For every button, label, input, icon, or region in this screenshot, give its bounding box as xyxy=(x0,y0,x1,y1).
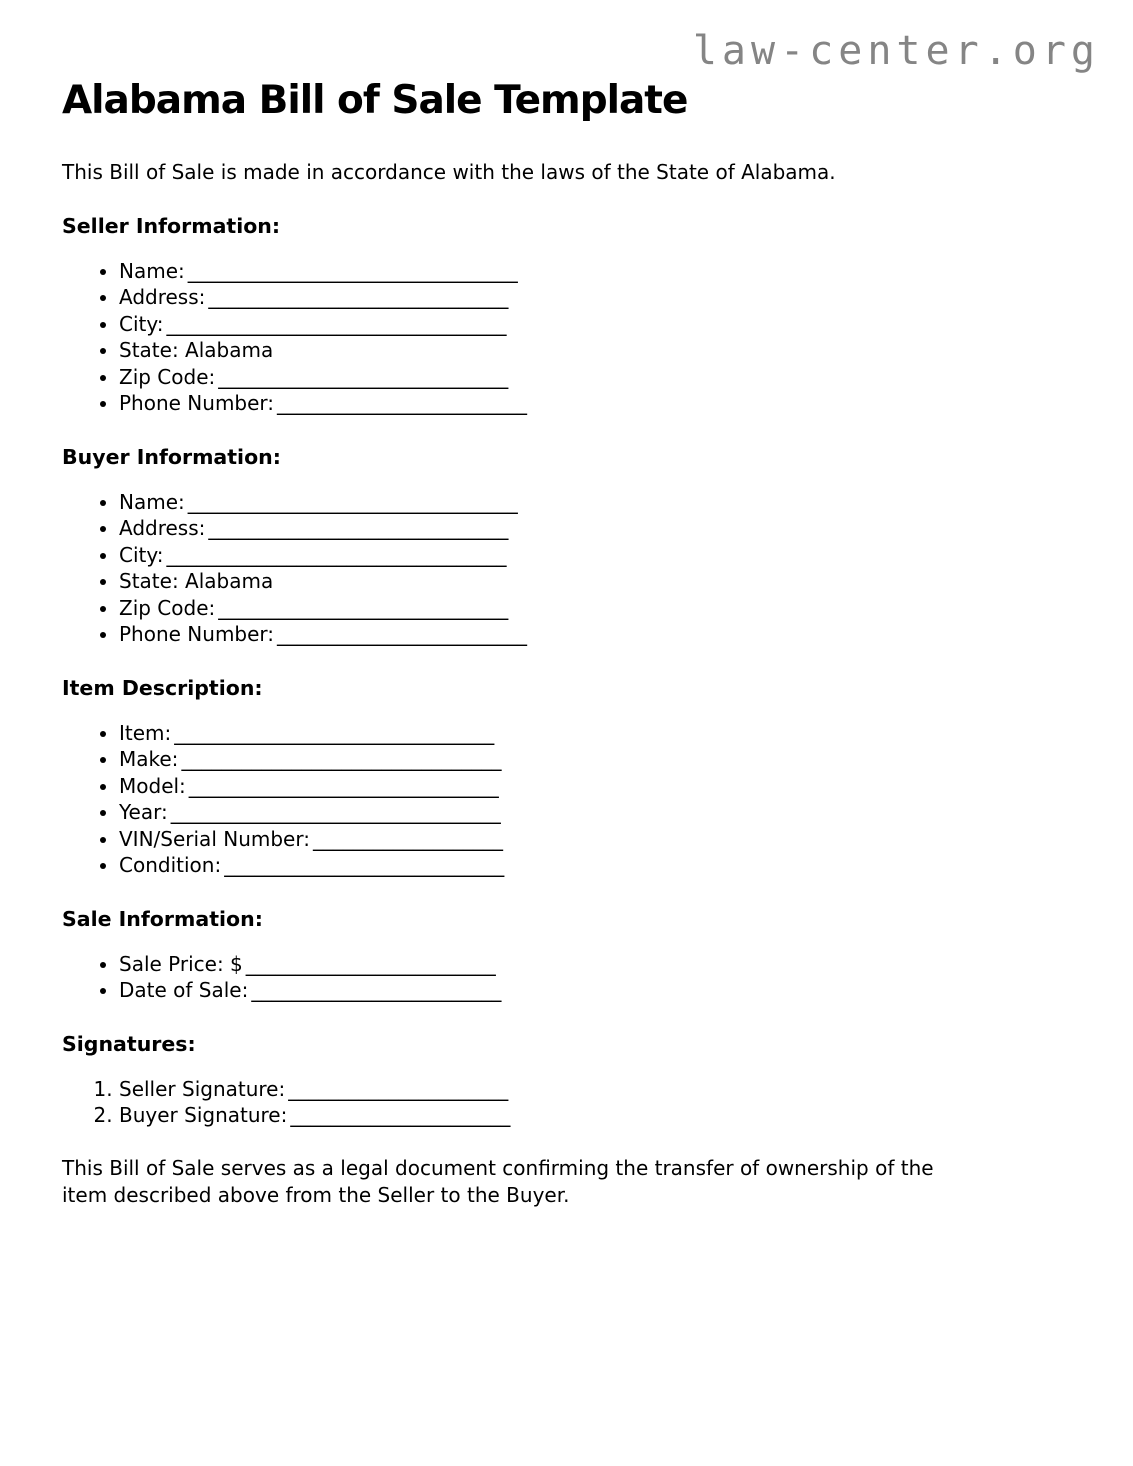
blank-line: ______________________________ xyxy=(208,516,509,541)
section-heading-seller-information: Seller Information: xyxy=(62,213,281,238)
site-logo: law-center.org xyxy=(692,28,1100,74)
field-row-seller-signature xyxy=(119,1076,1100,1103)
field-row-seller-zip xyxy=(119,364,1100,391)
seller-information-list xyxy=(62,258,1100,417)
field-label: VIN/Serial Number: xyxy=(119,826,310,851)
field-row-date-of-sale xyxy=(119,977,1100,1004)
closing-paragraph xyxy=(62,1155,1100,1209)
intro-paragraph: This Bill of Sale is made in accordance with the laws of the State of Alabama. xyxy=(62,159,836,184)
field-row-buyer-name xyxy=(119,489,1100,516)
field-row-seller-address xyxy=(119,284,1100,311)
blank-line: ________________________________ xyxy=(174,720,495,745)
field-label: Item: xyxy=(119,720,172,745)
field-row-buyer-zip xyxy=(119,595,1100,622)
blank-line: _________________________ xyxy=(277,391,528,416)
field-label: City: xyxy=(119,311,164,336)
field-row-buyer-address xyxy=(119,515,1100,542)
blank-line: ___________________ xyxy=(312,826,503,851)
field-label: Buyer Signature: xyxy=(119,1103,288,1128)
field-row-item xyxy=(119,720,1100,747)
field-label: Condition: xyxy=(119,853,222,878)
item-description-list xyxy=(62,720,1100,879)
field-row-seller-state xyxy=(119,337,1100,364)
closing-line-1: This Bill of Sale serves as a legal document confirming the transfer of ownership of the xyxy=(62,1155,934,1180)
field-label: Address: xyxy=(119,516,206,541)
section-heading-signatures: Signatures: xyxy=(62,1031,196,1056)
blank-line xyxy=(273,569,276,593)
field-row-condition xyxy=(119,852,1100,879)
blank-line: _____________________________ xyxy=(218,364,509,389)
field-row-seller-name xyxy=(119,258,1100,285)
blank-line: ______________________ xyxy=(288,1076,509,1101)
field-row-seller-city xyxy=(119,311,1100,338)
blank-line: ______________________________ xyxy=(208,285,509,310)
field-label: Phone Number: xyxy=(119,391,275,416)
buyer-information-list xyxy=(62,489,1100,648)
blank-line: _________________________ xyxy=(251,978,502,1003)
field-row-buyer-phone xyxy=(119,621,1100,648)
field-label: Sale Price: $ xyxy=(119,951,243,976)
blank-line: _______________________________ xyxy=(188,773,499,798)
field-label: Make: xyxy=(119,747,179,772)
field-label: State: Alabama xyxy=(119,338,274,363)
blank-line: _________________________ xyxy=(277,622,528,647)
blank-line: _________________________________ xyxy=(187,258,518,283)
field-row-year xyxy=(119,799,1100,826)
field-row-buyer-signature xyxy=(119,1102,1100,1129)
section-heading-buyer-information: Buyer Information: xyxy=(62,444,281,469)
blank-line: _________________________ xyxy=(245,951,496,976)
field-row-model xyxy=(119,773,1100,800)
blank-line: _________________________________ xyxy=(187,489,518,514)
field-row-make xyxy=(119,746,1100,773)
closing-line-2: item described above from the Seller to the Buyer. xyxy=(62,1182,570,1207)
field-label: Date of Sale: xyxy=(119,978,249,1003)
blank-line: _____________________________ xyxy=(218,595,509,620)
blank-line: _________________________________ xyxy=(170,800,501,825)
field-row-sale-price xyxy=(119,951,1100,978)
field-label: Year: xyxy=(119,800,168,825)
blank-line: ____________________________ xyxy=(224,853,505,878)
field-label: Name: xyxy=(119,258,185,283)
sale-information-list xyxy=(62,951,1100,1004)
field-label: Zip Code: xyxy=(119,364,216,389)
field-label: City: xyxy=(119,542,164,567)
section-heading-sale-information: Sale Information: xyxy=(62,906,263,931)
field-row-buyer-city xyxy=(119,542,1100,569)
field-label: Zip Code: xyxy=(119,595,216,620)
field-label: Model: xyxy=(119,773,186,798)
blank-line xyxy=(273,338,276,362)
blank-line: __________________________________ xyxy=(166,311,507,336)
blank-line: ________________________________ xyxy=(181,747,502,772)
section-heading-item-description: Item Description: xyxy=(62,675,263,700)
field-label: Seller Signature: xyxy=(119,1076,286,1101)
page-title: Alabama Bill of Sale Template xyxy=(62,78,688,123)
blank-line: __________________________________ xyxy=(166,542,507,567)
field-row-seller-phone xyxy=(119,390,1100,417)
blank-line: ______________________ xyxy=(290,1103,511,1128)
field-label: Address: xyxy=(119,285,206,310)
field-row-buyer-state xyxy=(119,568,1100,595)
field-label: State: Alabama xyxy=(119,569,274,594)
field-row-vin-serial-number xyxy=(119,826,1100,853)
field-label: Name: xyxy=(119,489,185,514)
field-label: Phone Number: xyxy=(119,622,275,647)
signatures-list xyxy=(62,1076,1100,1129)
